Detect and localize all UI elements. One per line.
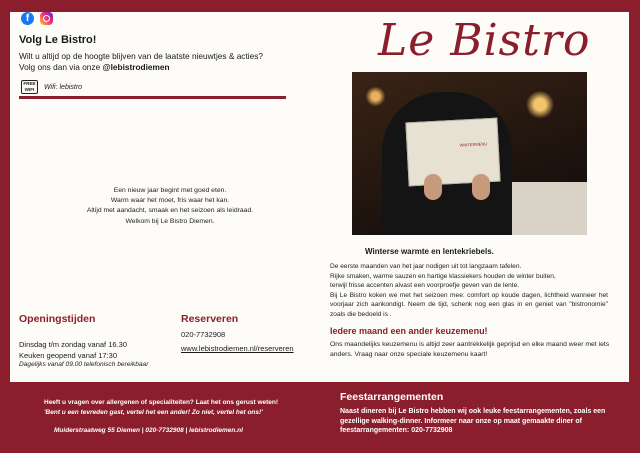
winter-paragraph: De eerste maanden van het jaar nodigen uit tot langzaam tafelen. [330, 263, 522, 270]
intro-line: Warm waar het moet, fris waar het kan. [110, 197, 230, 205]
follow-line-1: Wilt u altijd op de hoogte blijven van de laatste nieuwtjes & acties? [19, 51, 263, 61]
photo-table [502, 182, 587, 235]
follow-title: Volg Le Bistro! [19, 34, 97, 46]
monthly-title: Iedere maand een ander keuzemenu! [330, 326, 488, 336]
instagram-handle[interactable]: @lebistrodiemen [102, 62, 170, 72]
facebook-icon[interactable]: f [21, 12, 34, 25]
winter-paragraph: Rijke smaken, warme sauzen en hartige klassiekers houden de winter buiten, [330, 272, 556, 280]
opening-hours-line: Dinsdag t/m zondag vanaf 16.30 [19, 340, 127, 349]
winter-paragraph: terwijl frisse accenten alvast een voorproefje geven van de lente. [330, 282, 520, 290]
follow-line-2 [19, 62, 263, 73]
intro-text [40, 186, 300, 227]
winter-paragraph: Bij Le Bistro koken we met het seizoen mee: comfort op koude dagen, lichtheid wanneer het voorjaar zich aankondigt. Neem de tijd, schenk nog een glas in en geniet van "bistronomie" zoals die bedoeld is . [330, 291, 608, 318]
follow-text [19, 51, 263, 73]
restaurant-photo [352, 72, 587, 235]
reservations-title: Reserveren [181, 313, 239, 325]
winter-title: Winterse warmte en lentekriebels. [365, 247, 494, 256]
reservations-link[interactable]: www.lebistrodiemen.nl/reserveren [181, 344, 294, 353]
monthly-text: Ons maandelijks keuzemenu is altijd zeer aantrekkelijk geprijsd en elke maand weer met iets anders. Vraag naar onze speciale keuzemenu kaart! [330, 341, 610, 358]
winter-text [330, 262, 608, 320]
footer-address: Muiderstraatweg 55 Diemen | 020-7732908 | lebistrodiemen.nl [54, 427, 243, 434]
instagram-icon[interactable] [40, 12, 53, 25]
photo-hand-left [424, 174, 442, 200]
guest-quote: 'Bent u een tevreden gast, vertel het een ander! Zo niet, vertel het ons!' [44, 409, 263, 416]
party-text: Naast dineren bij Le Bistro hebben wij ook leuke feestarrangementen, zoals een gezellige walking-dinner. Informeer naar onze op maat gemaakte diner of feestarrangementen: 020-7732908 [340, 408, 606, 435]
wifi-info [21, 80, 82, 94]
follow-line-2-prefix: Volg ons dan via onze [19, 62, 103, 72]
section-divider [19, 96, 286, 99]
intro-line: Een nieuw jaar begint met goed eten. [113, 187, 227, 194]
social-icons [21, 12, 53, 25]
opening-hours-title: Openingstijden [19, 313, 96, 325]
reservations-phone[interactable]: 020-7732908 [181, 330, 226, 339]
le-bistro-logo: Le Bistro [378, 15, 591, 66]
phone-hours-note: Dagelijks vanaf 09.00 telefonisch bereikbaar [19, 361, 149, 368]
intro-line: Welkom bij Le Bistro Diemen. [125, 217, 215, 225]
party-title: Feestarrangementen [340, 391, 444, 403]
photo-menu-text: WINTERMENU [459, 141, 488, 148]
wifi-text: Wifi: lebistro [44, 83, 83, 91]
intro-line: Altijd met aandacht, smaak en het seizoen als leidraad. [86, 207, 254, 215]
wifi-icon: FREE WIFI [21, 80, 38, 94]
kitchen-hours-line: Keuken geopend vanaf 17:30 [19, 351, 118, 360]
allergen-question: Heeft u vragen over allergenen of specialiteiten? Laat het ons gerust weten! [44, 399, 279, 406]
photo-hand-right [472, 174, 490, 200]
